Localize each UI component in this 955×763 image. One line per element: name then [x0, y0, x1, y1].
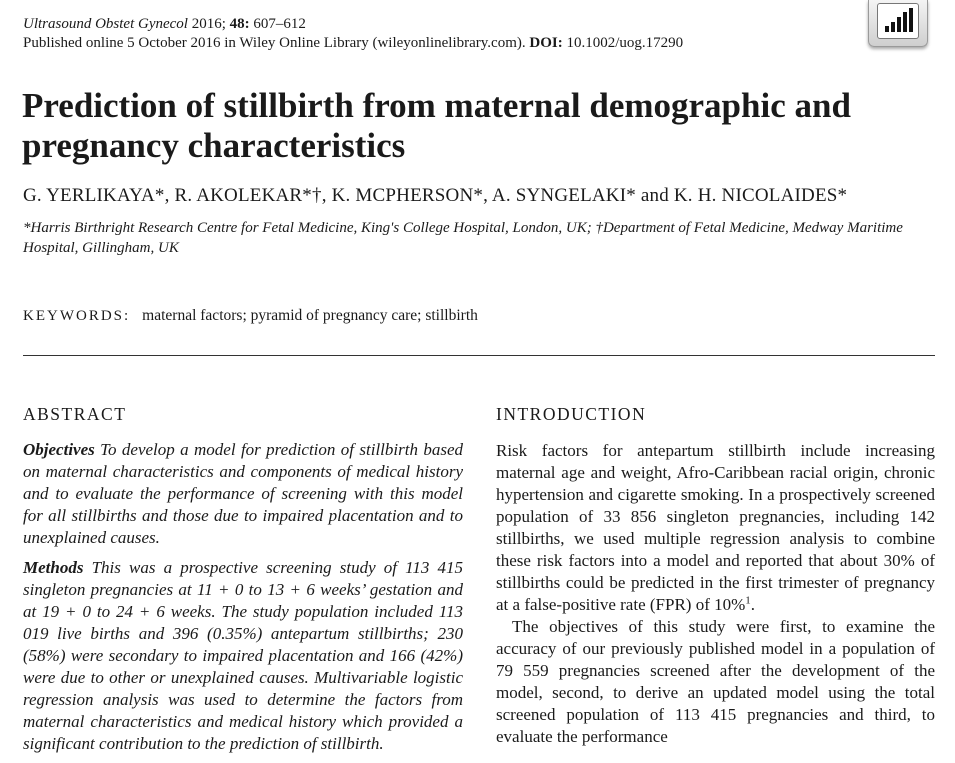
intro-p1-end: .: [750, 595, 756, 614]
reference-1-link[interactable]: 1: [745, 594, 751, 607]
journal-pages: 607–612: [249, 16, 306, 32]
author-list: G. YERLIKAYA*, R. AKOLEKAR*†, K. MCPHERSON*, A. SYNGELAKI* and K. H. NICOLAIDES*: [23, 185, 848, 206]
bar-chart-metrics-icon: [877, 3, 919, 39]
journal-year: 2016;: [187, 16, 230, 32]
keywords-text: maternal factors; pyramid of pregnancy care; stillbirth: [142, 307, 478, 324]
abstract-heading: ABSTRACT: [23, 404, 127, 424]
methods-label: Methods: [23, 558, 84, 577]
abstract-body: [23, 439, 463, 763]
objectives-text: To develop a model for prediction of stillbirth based on maternal characteristics and components of medical history and to evaluate the performance of screening with this model for all stillbirths and those due to impaired placentation and to unexplained causes.: [23, 440, 463, 547]
objectives-label: Objectives: [23, 440, 95, 459]
keywords-line: [23, 306, 478, 326]
intro-paragraph-2: The objectives of this study were first, to examine the accuracy of our previously published model in a population of 79 559 pregnancies screened after the development of the model, second, to derive an updated model using the total screened population of 113 415 pregnancies and third, to evaluate the performance: [496, 617, 935, 746]
doi-label: DOI:: [529, 35, 563, 51]
journal-name: Ultrasound Obstet Gynecol: [23, 16, 188, 32]
journal-citation: [23, 15, 306, 34]
introduction-body: [496, 440, 935, 748]
doi-value: 10.1002/uog.17290: [562, 35, 684, 51]
keywords-label: KEYWORDS:: [23, 308, 131, 324]
methods-text: This was a prospective screening study of 113 415 singleton pregnancies at 11 + 0 to 13 + 6 weeks’ gestation and at 19 + 0 to 24 + 6 weeks. The study population included 113 019 live births and 396 (0.35%) antepartum stillbirths; 230 (58%) were secondary to impaired placentation and 166 (42%) were due to other or unexplained causes. Multivariable logistic regression analysis was used to determine the factors from maternal characteristics and medical history which provided a significant contribution to the prediction of stillbirth.: [23, 558, 463, 753]
article-title: Prediction of stillbirth from maternal demographic and pregnancy characteristics: [22, 86, 851, 165]
intro-paragraph-1: [496, 440, 935, 616]
journal-volume: 48:: [229, 16, 250, 32]
abstract-objectives: [23, 439, 463, 549]
header-divider: [23, 355, 935, 356]
abstract-methods: [23, 557, 463, 755]
intro-p1-text: Risk factors for antepartum stillbirth include increasing maternal age and weight, Afro-Caribbean racial origin, chronic hypertension and cigarette smoking. In a prospectively screened population of 33 856 singleton pregnancies, including 142 stillbirths, we used multiple regression analysis to combine these risk factors into a model and reported that about 30% of stillbirths could be predicted in the first trimester of pregnancy at a false-positive rate (FPR) of 10%: [496, 441, 935, 614]
published-online-text: Published online 5 October 2016 in Wiley Online Library (wileyonlinelibrary.com).: [23, 35, 530, 51]
article-metrics-button[interactable]: [868, 0, 928, 47]
author-affiliations: *Harris Birthright Research Centre for Fetal Medicine, King's College Hospital, London, UK; †Department of Fetal Medicine, Medway Maritime Hospital, Gillingham, UK: [23, 220, 903, 256]
publication-info: [23, 34, 683, 53]
introduction-heading: INTRODUCTION: [496, 404, 647, 424]
